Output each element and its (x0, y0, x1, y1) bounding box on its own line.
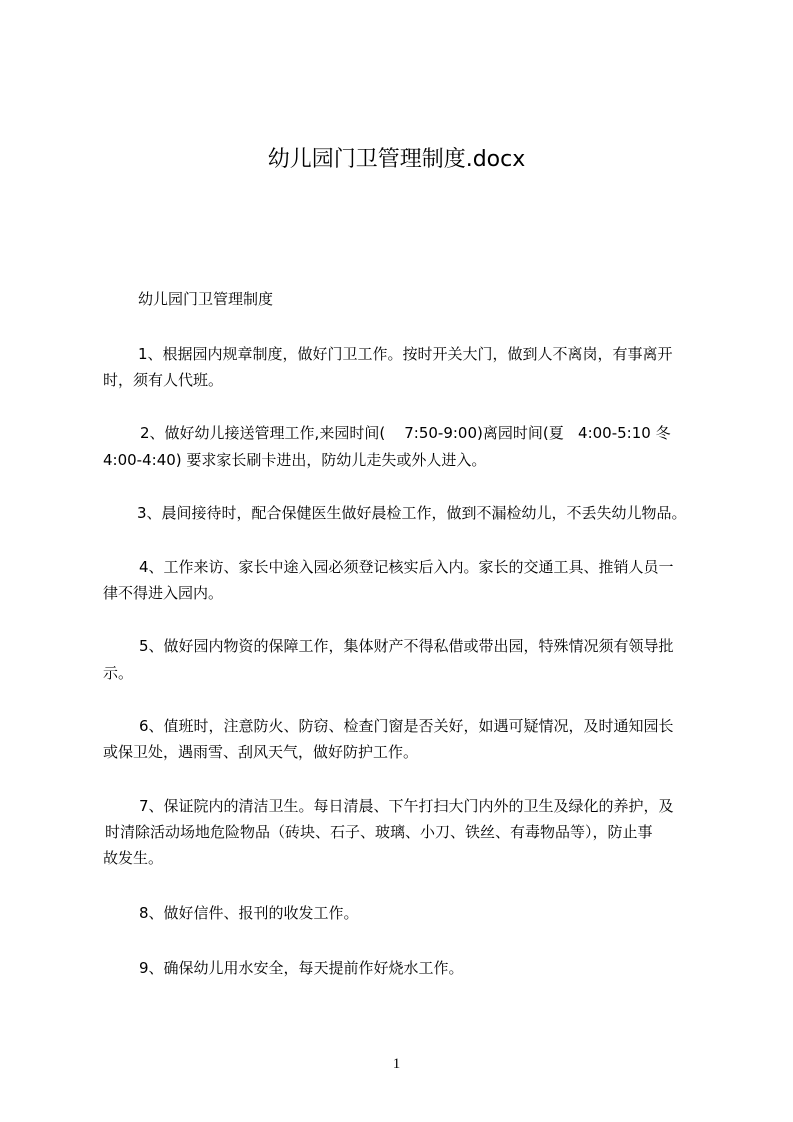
document-heading: 幼儿园门卫管理制度 (138, 290, 274, 308)
paragraph-line: 示。 (103, 664, 134, 682)
page-number: 1 (392, 1056, 401, 1072)
paragraph-line: 律不得进入园内。 (103, 584, 224, 602)
paragraph-line: 3、晨间接待时，配合保健医生做好晨检工作，做到不漏检幼儿，不丢失幼儿物品。 (137, 504, 687, 522)
paragraph-line: 5、做好园内物资的保障工作，集体财产不得私借或带出园，特殊情况须有领导批 (139, 637, 674, 655)
paragraph-line: 时，须有人代班。 (103, 371, 224, 389)
paragraph-line: 或保卫处，遇雨雪、刮风天气，做好防护工作。 (103, 743, 419, 761)
paragraph-line: 故发生。 (103, 849, 164, 867)
paragraph-line: 4:00-4:40) 要求家长刷卡进出，防幼儿走失或外人进入。 (103, 451, 487, 469)
paragraph-line: 时清除活动场地危险物品（砖块、石子、玻璃、小刀、铁丝、有毒物品等），防止事 (105, 823, 653, 841)
paragraph-line: 4、工作来访、家长中途入园必须登记核实后入内。家长的交通工具、推销人员一 (139, 558, 674, 576)
paragraph-line: 8、做好信件、报刊的收发工作。 (139, 904, 359, 922)
paragraph-line: 7、保证院内的清洁卫生。每日清晨、下午打扫大门内外的卫生及绿化的养护，及 (139, 797, 674, 815)
paragraph-line: 1、根据园内规章制度，做好门卫工作。按时开关大门，做到人不离岗，有事离开 (138, 345, 673, 363)
document-title: 幼儿园门卫管理制度.docx (267, 147, 526, 172)
paragraph-line: 6、值班时，注意防火、防窃、检查门窗是否关好，如遇可疑情况，及时通知园长 (139, 717, 674, 735)
paragraph-line: 9、确保幼儿用水安全，每天提前作好烧水工作。 (139, 959, 464, 977)
paragraph-line: 2、做好幼儿接送管理工作,来园时间( 7:50-9:00)离园时间(夏 4:00-5:10 冬 (140, 424, 671, 442)
